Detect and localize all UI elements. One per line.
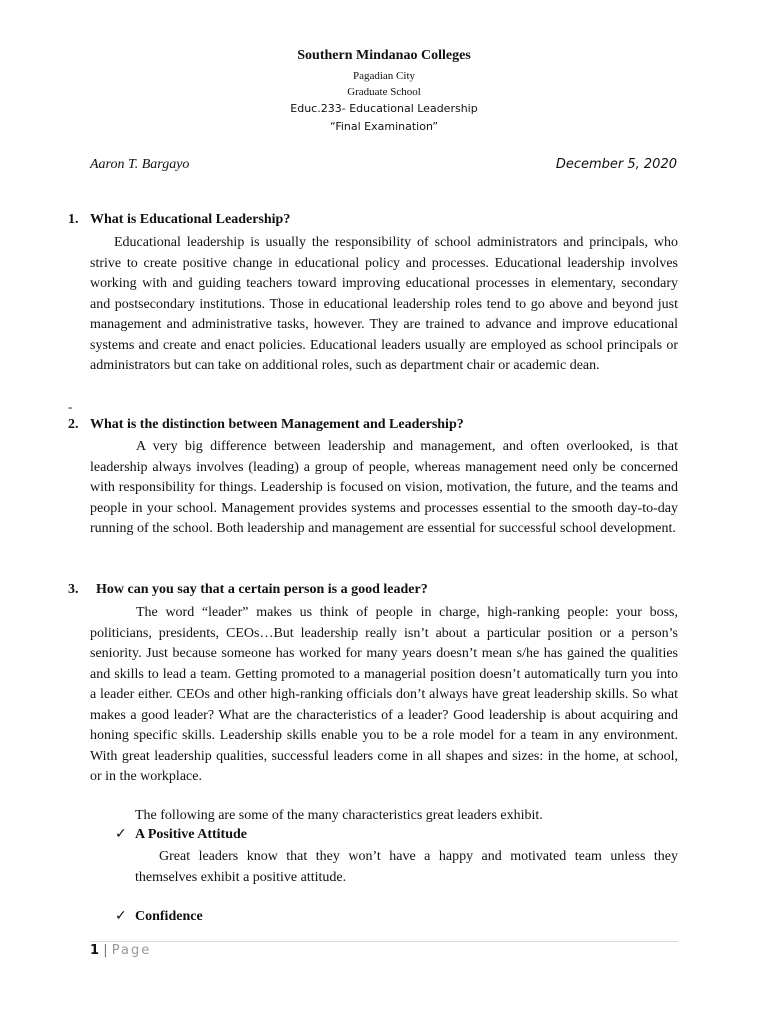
question-title: What is the distinction between Management and Leadership?: [90, 417, 464, 432]
question-number: 2.: [68, 417, 79, 432]
course-name: Educ.233- Educational Leadership: [290, 102, 478, 115]
page-label: Page: [111, 943, 152, 958]
question-2-answer: A very big difference between leadership and management, and often overlooked, is that leadership always involves (leading) a group of people, whereas management need only be concerned with responsibility for things. Leadership is focused on vision, motivation, the future, and the teams and people in your school. Management provides systems and processes essential to the smooth day-to-day running of the school. Both leadership and management are essential for successful school development.: [90, 439, 678, 536]
checkmark-icon: ✓: [115, 908, 127, 924]
trait-title: A Positive Attitude: [135, 827, 247, 842]
question-number: 1.: [68, 212, 79, 227]
question-2-heading: [68, 417, 464, 433]
trait-confidence: [115, 908, 203, 925]
question-number: 3.: [68, 582, 79, 597]
school-name: Graduate School: [347, 86, 421, 98]
exam-date: December 5, 2020: [555, 157, 677, 172]
trait-positive-attitude: [115, 826, 247, 843]
question-1-answer: Educational leadership is usually the responsibility of school administrators and principals, who strive to create positive change in educational policy and processes. Educational leadership involves working with and guiding teachers toward improving educational processes in elementary, secondary and postsecondary institutions. Those in educational leadership roles tend to go above and beyond just management and administrative tasks, however. They are trained to advance and improve educational systems and create and enact policies. Educational leaders usually are employed as school principals or administrators but can take on additional roles, such as department chair or academic dean.: [90, 235, 678, 373]
footer-separator: |: [103, 943, 108, 958]
page-footer: [90, 943, 151, 958]
question-1-heading: [68, 212, 290, 228]
question-title: What is Educational Leadership?: [90, 212, 291, 227]
trait-description: Great leaders know that they won’t have a happy and motivated team unless they themselves exhibit a positive attitude.: [135, 849, 678, 885]
footer-divider: [90, 941, 678, 942]
traits-intro: The following are some of the many characteristics great leaders exhibit.: [135, 808, 543, 823]
author-name: Aaron T. Bargayo: [90, 157, 190, 172]
question-3-answer: The word “leader” makes us think of people in charge, high-ranking people: your boss, politicians, presidents, CEOs…But leadership really isn’t about a particular position or a person’s seniority. Just because someone has worked for many years doesn’t mean s/he has gained the qualities and skills to lead a team. Getting promoted to a managerial position doesn’t automatically turn you into a leader either. CEOs and other high-ranking officials don’t always have great leadership skills. So what makes a good leader? What are the characteristics of a leader? Good leadership is about acquiring and honing specific skills. Leadership skills enable you to be a role model for a team in any environment. With great leadership qualities, successful leaders come in all shapes and sizes: in the home, at school, or in the workplace.: [90, 605, 678, 784]
exam-title: “Final Examination”: [329, 120, 439, 133]
question-title: How can you say that a certain person is a good leader?: [96, 582, 428, 597]
stray-mark: -: [68, 399, 73, 414]
question-3-heading: [68, 582, 428, 598]
checkmark-icon: ✓: [115, 826, 127, 842]
city-name: Pagadian City: [352, 70, 416, 82]
college-name: Southern Mindanao Colleges: [297, 48, 471, 63]
page-number: 1: [90, 943, 100, 958]
trait-title: Confidence: [135, 909, 203, 924]
